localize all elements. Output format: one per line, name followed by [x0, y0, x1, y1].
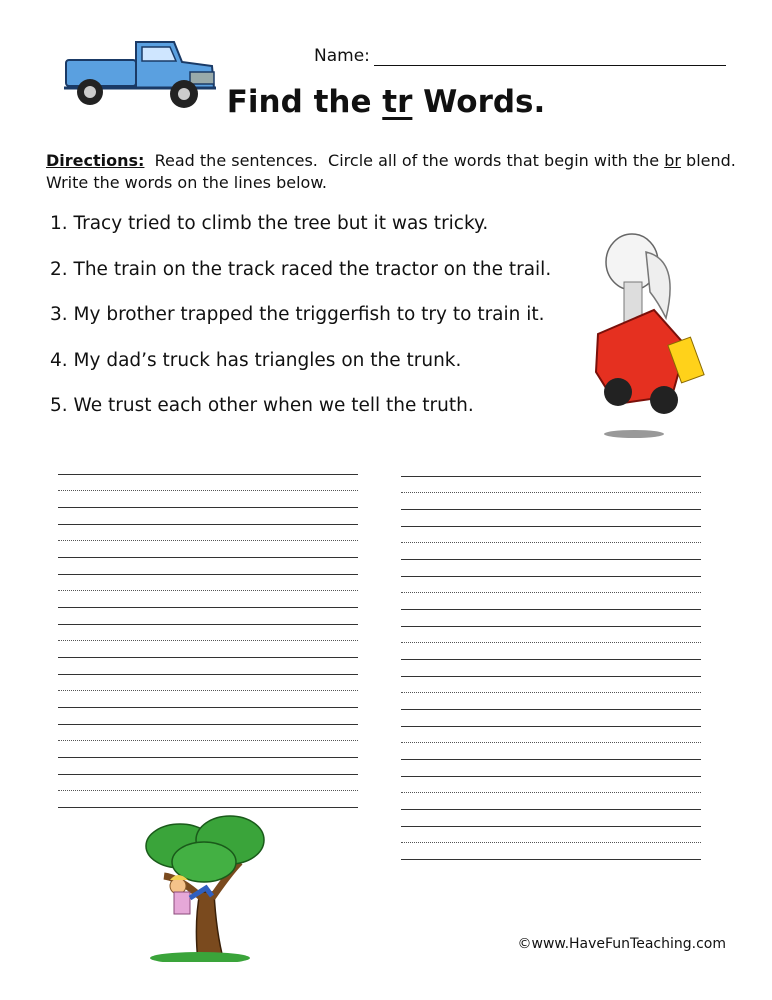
writing-guide-dotted: [58, 540, 358, 541]
writing-guide-solid: [401, 659, 701, 660]
writing-guide-solid: [58, 607, 358, 608]
writing-guide-dotted: [58, 590, 358, 591]
writing-guide-solid: [401, 826, 701, 827]
writing-guide-dotted: [401, 742, 701, 743]
writing-guide-solid: [58, 774, 358, 775]
writing-guide-solid: [58, 657, 358, 658]
sentence-item: 3. My brother trapped the triggerfish to try to train it.: [50, 304, 545, 325]
directions-text-before: Read the sentences. Circle all of the words that begin with the: [144, 151, 665, 170]
writing-guide-dotted: [401, 592, 701, 593]
writing-guide-solid: [58, 674, 358, 675]
writing-guide-solid: [58, 574, 358, 575]
writing-guide-solid: [401, 526, 701, 527]
copyright-text: ©www.HaveFunTeaching.com: [517, 936, 726, 952]
writing-guide-dotted: [58, 740, 358, 741]
writing-guide-solid: [401, 676, 701, 677]
writing-guide-solid: [401, 709, 701, 710]
sentence-item: 4. My dad’s truck has triangles on the trunk.: [50, 349, 462, 371]
directions-text-after: blend. Write the words on the lines below.: [46, 151, 736, 192]
writing-guide-solid: [401, 476, 701, 477]
writing-guide-solid: [401, 626, 701, 627]
title-prefix: Find the: [226, 84, 383, 120]
writing-guide-dotted: [401, 642, 701, 643]
writing-guide-dotted: [401, 492, 701, 493]
writing-guide-solid: [401, 859, 701, 860]
sentence-list: [50, 213, 590, 441]
writing-guide-solid: [58, 807, 358, 808]
writing-guide-solid: [58, 524, 358, 525]
tree-child-icon: [140, 812, 270, 962]
page-title: [0, 84, 772, 120]
writing-guide-dotted: [58, 790, 358, 791]
writing-guide-dotted: [401, 842, 701, 843]
writing-guide-dotted: [58, 490, 358, 491]
writing-guide-dotted: [401, 542, 701, 543]
writing-guide-dotted: [401, 692, 701, 693]
directions: [46, 150, 736, 194]
name-field-line[interactable]: [374, 65, 726, 66]
writing-guide-solid: [58, 757, 358, 758]
writing-guide-solid: [58, 474, 358, 475]
writing-guide-solid: [401, 759, 701, 760]
writing-guide-solid: [401, 559, 701, 560]
directions-blend: br: [664, 151, 681, 170]
name-label: Name:: [314, 46, 370, 66]
writing-guide-dotted: [401, 792, 701, 793]
writing-guide-solid: [401, 576, 701, 577]
writing-guide-solid: [401, 726, 701, 727]
title-suffix: Words.: [412, 84, 546, 120]
writing-guide-solid: [401, 609, 701, 610]
writing-guide-solid: [401, 509, 701, 510]
sentence-item: 5. We trust each other when we tell the truth.: [50, 395, 474, 416]
writing-guide-solid: [401, 809, 701, 810]
writing-guide-solid: [58, 724, 358, 725]
title-blend: tr: [382, 84, 413, 120]
writing-guide-dotted: [58, 640, 358, 641]
directions-label: Directions:: [46, 151, 145, 170]
writing-guide-dotted: [58, 690, 358, 691]
writing-lines-left[interactable]: [58, 474, 358, 814]
writing-guide-solid: [58, 624, 358, 625]
sentence-item: 1. Tracy tried to climb the tree but it was tricky.: [50, 213, 489, 234]
writing-guide-solid: [58, 507, 358, 508]
writing-lines-right[interactable]: [401, 476, 701, 868]
sentence-item: 2. The train on the track raced the tractor on the trail.: [50, 258, 552, 280]
writing-guide-solid: [58, 557, 358, 558]
driver-car-icon: [588, 222, 708, 442]
writing-guide-solid: [58, 707, 358, 708]
writing-guide-solid: [401, 776, 701, 777]
